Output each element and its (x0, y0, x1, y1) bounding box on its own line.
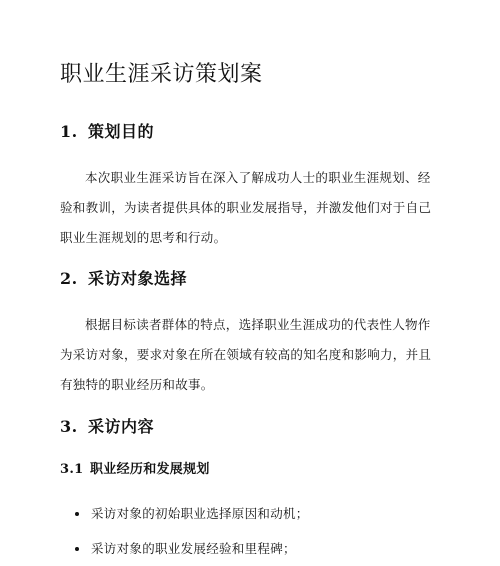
section-3-title: 采访内容 (88, 417, 155, 436)
paragraph-line: 根据目标读者群体的特点，选择职业生涯成功的代表性人物作 (85, 317, 431, 332)
section-2-heading (60, 268, 187, 290)
subsection-3-1-title: 职业经历和发展规划 (90, 462, 210, 477)
list-item-text: 采访对象的初始职业选择原因和动机； (91, 506, 309, 521)
paragraph-line: 职业生涯规划的思考和行动。 (60, 230, 227, 245)
subsection-3-1-bullet-list (75, 496, 309, 566)
document-title: 职业生涯采访策划案 (60, 62, 263, 87)
section-2-paragraph (60, 310, 440, 400)
list-item (75, 496, 309, 531)
section-3-heading (60, 416, 154, 438)
paragraph-line: 本次职业生涯采访旨在深入了解成功人士的职业生涯规划、经 (85, 170, 431, 185)
section-1-number: 1. (60, 122, 78, 141)
list-item (75, 531, 309, 566)
bullet-icon (75, 512, 79, 516)
paragraph-line: 有独特的职业经历和故事。 (60, 377, 214, 392)
section-2-number: 2. (60, 269, 78, 288)
section-2-title: 采访对象选择 (88, 269, 188, 288)
section-1-title: 策划目的 (88, 122, 155, 141)
list-item-text: 采访对象的职业发展经验和里程碑； (91, 541, 296, 556)
section-1-paragraph (60, 163, 440, 253)
section-3-number: 3. (60, 417, 78, 436)
paragraph-line: 验和教训，为读者提供具体的职业发展指导，并激发他们对于自己 (60, 200, 432, 215)
subsection-3-1-heading (60, 461, 210, 479)
bullet-icon (75, 547, 79, 551)
subsection-3-1-number: 3.1 (60, 462, 84, 477)
section-1-heading (60, 121, 154, 143)
paragraph-line: 为采访对象，要求对象在所在领域有较高的知名度和影响力，并且 (60, 347, 432, 362)
